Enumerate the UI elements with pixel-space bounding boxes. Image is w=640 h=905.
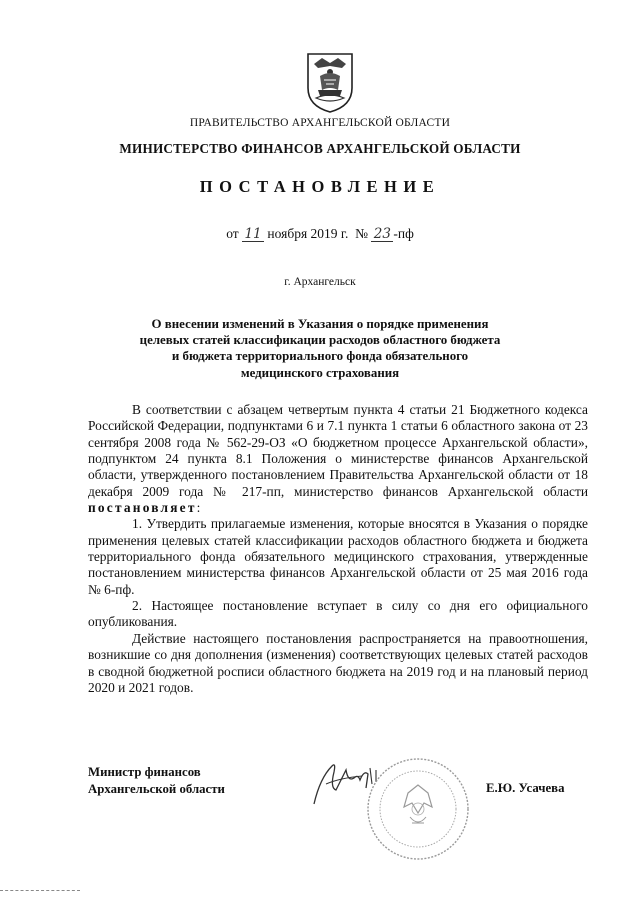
body-paragraph-effect: Действие настоящего постановления распространяется на правоотношения, возникшие со дня дополнения (изменения) соответствующих целевых статей расходов в сводной бюджетной росписи областного бюджета на 2019 год и на плановый период 2020 и 2021 годов.: [88, 630, 588, 695]
number-suffix: -пф: [393, 226, 414, 241]
government-name: ПРАВИТЕЛЬСТВО АРХАНГЕЛЬСКОЙ ОБЛАСТИ: [189, 117, 451, 129]
document-number-handwritten: 23: [371, 228, 393, 242]
ministry-name: МИНИСТЕРСТВО ФИНАНСОВ АРХАНГЕЛЬСКОЙ ОБЛАСТИ: [119, 141, 521, 156]
signatory-title-line: Архангельской области: [88, 782, 225, 796]
subject-line: целевых статей классификации расходов областного бюджета: [139, 333, 501, 348]
date-number-line: [0, 226, 640, 242]
subject-line: и бюджета территориального фонда обязательного: [171, 349, 469, 364]
body-paragraph-item-2: 2. Настоящее постановление вступает в силу со дня его официального опубликования.: [88, 598, 588, 630]
official-seal: [364, 755, 472, 863]
document-body: [88, 402, 588, 696]
preamble-text: В соответствии с абзацем четвертым пункта 4 статьи 21 Бюджетного кодекса Российской Федерации, подпунктами 6 и 7.1 пункта 1 статьи 6 областного закона от 23 сентября 2008 года № 562-29-ОЗ «О бюджетном процессе Архангельской области», подпунктом 24 пункта 8.1 Положения о министерстве финансов Архангельской области, утвержденного постановлением Правительства Архангельской области от 18 декабря 2009 года № 217-пп, министерство финансов Архангельской области: [88, 402, 588, 499]
body-paragraph-item-1: 1. Утвердить прилагаемые изменения, которые вносятся в Указания о порядке применения целевых статей классификации расходов областного бюджета и бюджета территориального фонда обязательного медицинского страхования, утвержденные постановлением министерства финансов Архангельской области от 25 мая 2016 года № 6-пф.: [88, 516, 588, 597]
coat-of-arms-emblem: [304, 50, 356, 114]
city-name: г. Архангельск: [284, 276, 356, 288]
date-month-year: ноября 2019 г.: [267, 226, 349, 241]
preamble-end: :: [196, 500, 201, 516]
date-day-handwritten: 11: [242, 228, 264, 242]
subject-line: медицинского страхования: [240, 365, 400, 380]
resolves-keyword: постановляет: [88, 500, 197, 516]
footer-divider: [0, 890, 80, 891]
signatory-title-line: Министр финансов: [88, 765, 201, 779]
date-prefix: от: [226, 226, 239, 241]
document-type-title: ПОСТАНОВЛЕНИЕ: [199, 177, 441, 196]
number-sign: №: [355, 226, 368, 241]
signatory-title: [88, 764, 225, 798]
subject-line: О внесении изменений в Указания о порядке применения: [151, 317, 489, 331]
document-subject: [120, 316, 520, 381]
signatory-name: Е.Ю. Усачева: [486, 781, 565, 795]
body-paragraph-preamble: [88, 402, 588, 516]
